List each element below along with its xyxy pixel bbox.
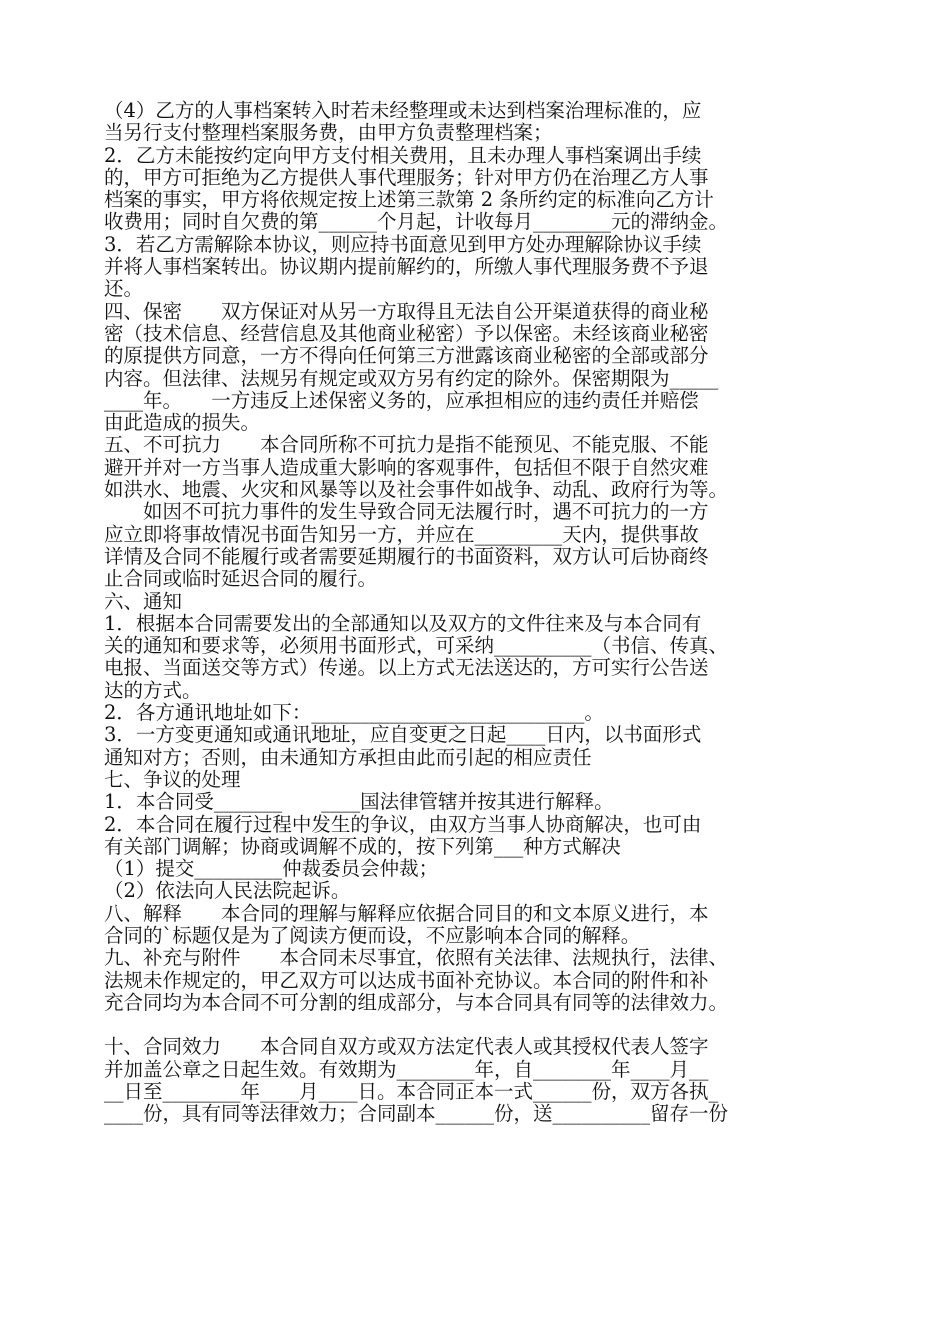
document-line: 由此造成的损失。	[104, 411, 261, 435]
document-line: 详情及合同不能履行或者需要延期履行的书面资料，双方认可后协商终	[104, 544, 709, 568]
document-line: 1．本合同受_______ ____国法律管辖并按其进行解释。	[104, 790, 614, 814]
document-line: 电报、当面送交等方式）传递。以上方式无法送达的，方可实行公告送	[104, 656, 709, 680]
document-line: 四、保密 双方保证对从另一方取得且无法自公开渠道获得的商业秘	[104, 299, 709, 323]
document-line: 如因不可抗力事件的发生导致合同无法履行时，遇不可抗力的一方	[104, 500, 709, 524]
document-line: 的，甲方可拒绝为乙方提供人事代理服务；针对甲方仍在治理乙方人事	[104, 165, 709, 189]
document-line: 并加盖公章之日起生效。有效期为________年，自________年____月__	[104, 1057, 709, 1081]
document-line: 十、合同效力 本合同自双方或双方法定代表人或其授权代表人签字	[104, 1035, 709, 1059]
document-line: （1）提交_________仲裁委员会仲裁；	[104, 857, 439, 881]
document-line: 1．根据本合同需要发出的全部通知以及双方的文件往来及与本合同有	[104, 611, 702, 635]
document-line: ____年。 一方违反上述保密义务的，应承担相应的违约责任并赔偿	[104, 388, 699, 412]
document-line: ____份，具有同等法律效力；合同副本______份，送__________留存一份	[104, 1102, 729, 1126]
contract-document	[104, 100, 864, 1126]
blank-line	[104, 1014, 864, 1036]
document-line: 当另行支付整理档案服务费，由甲方负责整理档案；	[104, 121, 553, 145]
document-line: 充合同均为本合同不可分割的组成部分，与本合同具有同等的法律效力。	[104, 990, 729, 1014]
document-line: 3．若乙方需解除本协议，则应持书面意见到甲方处办理解除协议手续	[104, 232, 702, 256]
document-line: 密（技术信息、经营信息及其他商业秘密）予以保密。未经该商业秘密	[104, 321, 709, 345]
document-line: 2．各方通讯地址如下：____________________________。	[104, 701, 604, 725]
document-line: （4）乙方的人事档案转入时若未经整理或未达到档案治理标准的，应	[104, 99, 702, 122]
document-line: 关的通知和要求等，必须用书面形式，可采纳__________（书信、传真、	[104, 634, 729, 658]
document-line: 2．乙方未能按约定向甲方支付相关费用，且未办理人事档案调出手续	[104, 143, 702, 167]
document-line: （2）依法向人民法院起诉。	[104, 879, 351, 903]
document-line: 3．一方变更通知或通讯地址，应自变更之日起____日内，以书面形式	[104, 723, 702, 747]
document-line: 合同的`标题仅是为了阅读方便而设，不应影响本合同的解释。	[104, 923, 641, 947]
document-line: 2．本合同在履行过程中发生的争议，由双方当事人协商解决，也可由	[104, 812, 702, 836]
document-line: 应立即将事故情况书面告知另一方，并应在_________天内，提供事故	[104, 522, 699, 546]
document-line: 止合同或临时延迟合同的履行。	[104, 567, 378, 591]
document-line: 九、补充与附件 本合同未尽事宜，依照有关法律、法规执行，法律、	[104, 946, 729, 970]
document-line: 档案的事实，甲方将依规定按上述第三款第 2 条所约定的标准向乙方计	[104, 188, 714, 212]
document-line: 五、不可抗力 本合同所称不可抗力是指不能预见、不能克服、不能	[104, 433, 709, 457]
document-line: 并将人事档案转出。协议期内提前解约的，所缴人事代理服务费不予退	[104, 255, 709, 279]
document-line: 有关部门调解；协商或调解不成的，按下列第___种方式解决	[104, 834, 621, 858]
document-line: 内容。但法律、法规另有规定或双方另有约定的除外。保密期限为_____	[104, 366, 719, 390]
document-line: 七、争议的处理	[104, 767, 241, 791]
document-line: 六、通知	[104, 589, 183, 613]
document-line: 通知对方；否则，由未通知方承担由此而引起的相应责任	[104, 745, 592, 769]
document-line: 法规未作规定的，甲乙双方可以达成书面补充协议。本合同的附件和补	[104, 968, 709, 992]
document-line: 如洪水、地震、火灾和风暴等以及社会事件如战争、动乱、政府行为等。	[104, 478, 729, 502]
document-line: 八、解释 本合同的理解与解释应依据合同目的和文本原义进行，本	[104, 901, 709, 925]
document-line: 避开并对一方当事人造成重大影响的客观事件，包括但不限于自然灾难	[104, 455, 709, 479]
document-line: 的原提供方同意，一方不得向任何第三方泄露该商业秘密的全部或部分	[104, 344, 709, 368]
document-line: 达的方式。	[104, 678, 202, 702]
document-line: 还。	[104, 277, 144, 301]
document-line: __日至________年____月____日。本合同正本一式______份，双方各执_	[104, 1080, 719, 1104]
document-line: 收费用；同时自欠费的第______个月起，计收每月________元的滞纳金。	[104, 210, 729, 234]
